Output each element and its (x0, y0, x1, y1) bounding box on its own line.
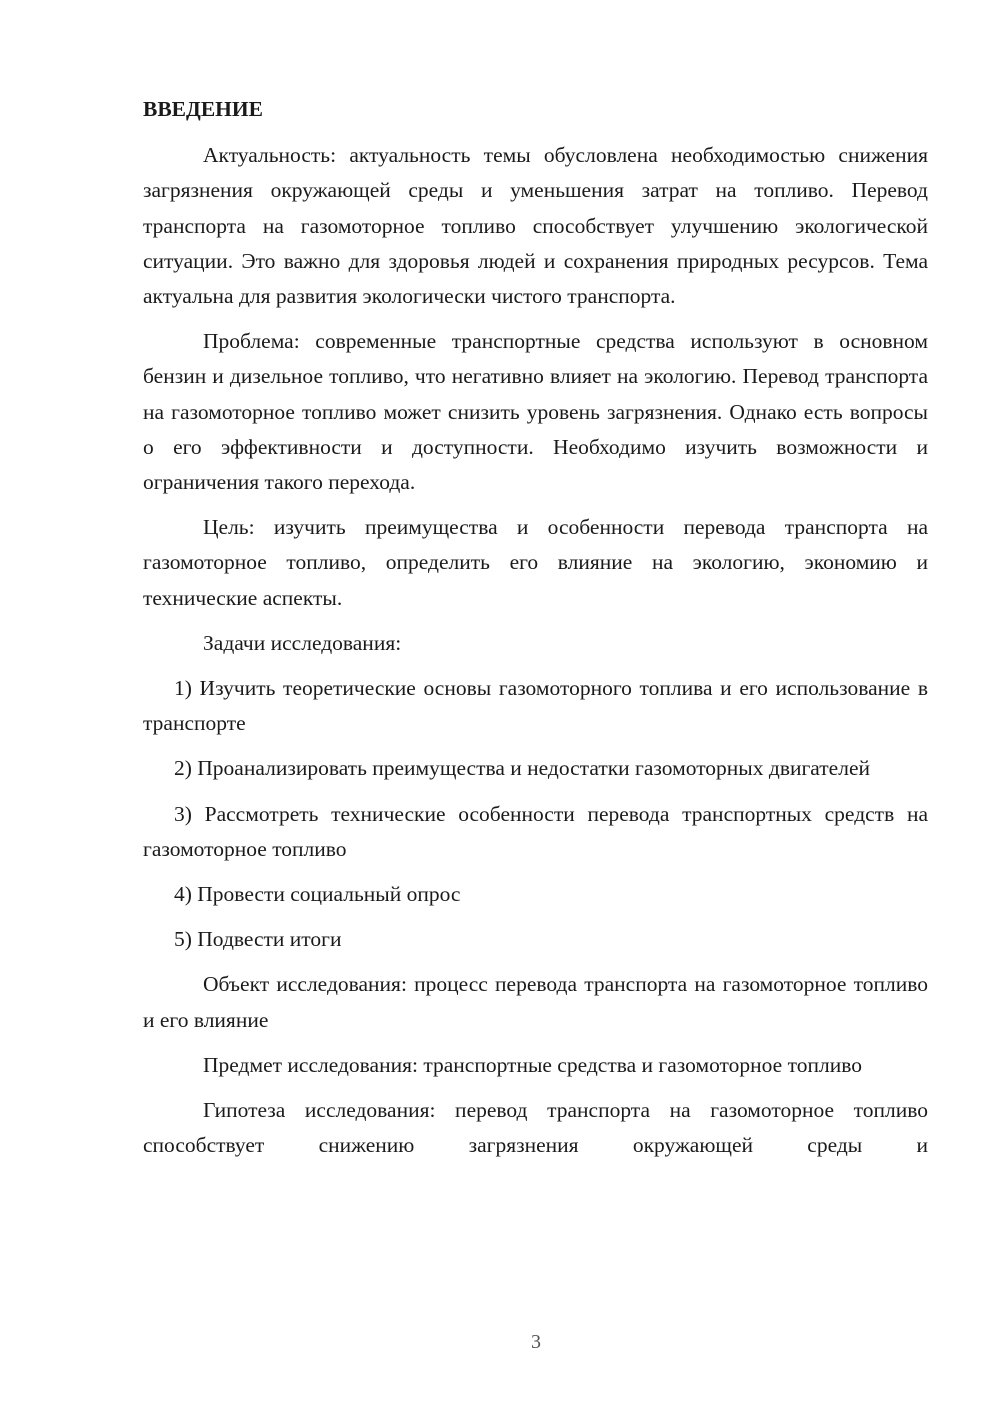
paragraph-subject: Предмет исследования: транспортные средства и газомоторное топливо (203, 1052, 862, 1077)
task-item-4: 4) Провести социальный опрос (174, 882, 461, 907)
task-item-1: 1) Изучить теоретические основы газомоторного топлива и его использование в транспорте (143, 676, 928, 736)
paragraph-goal: Цель: изучить преимущества и особенности перевода транспорта на газомоторное топливо, определить его влияние на экологию, экономию и технические аспекты. (143, 515, 928, 610)
task-item-5: 5) Подвести итоги (174, 927, 342, 952)
task-item-3: 3) Рассмотреть технические особенности перевода транспортных средств на газомоторное топливо (143, 801, 928, 861)
section-title: ВВЕДЕНИЕ (143, 97, 263, 121)
paragraph-relevance: Актуальность: актуальность темы обусловлена необходимостью снижения загрязнения окружающей среды и уменьшения затрат на топливо. Перевод транспорта на газомоторное топливо способствует улучшению экологической ситуации. Это важно для здоровья людей и сохранения природных ресурсов. Тема актуальна для развития экологически чистого транспорта. (143, 143, 928, 309)
page-number: 3 (531, 1331, 541, 1353)
paragraph-object: Объект исследования: процесс перевода транспорта на газомоторное топливо и его влияние (143, 972, 928, 1032)
page-content (143, 92, 928, 1173)
paragraph-hypothesis: Гипотеза исследования: перевод транспорта на газомоторное топливо способствует снижению загрязнения окружающей среды и (143, 1098, 928, 1158)
paragraph-tasks-heading: Задачи исследования: (203, 630, 402, 655)
task-item-2: 2) Проанализировать преимущества и недостатки газомоторных двигателей (174, 756, 870, 781)
paragraph-problem: Проблема: современные транспортные средства используют в основном бензин и дизельное топливо, что негативно влияет на экологию. Перевод транспорта на газомоторное топливо может снизить уровень загрязнения. Однако есть вопросы о его эффективности и доступности. Необходимо изучить возможности и ограничения такого перехода. (143, 329, 928, 495)
